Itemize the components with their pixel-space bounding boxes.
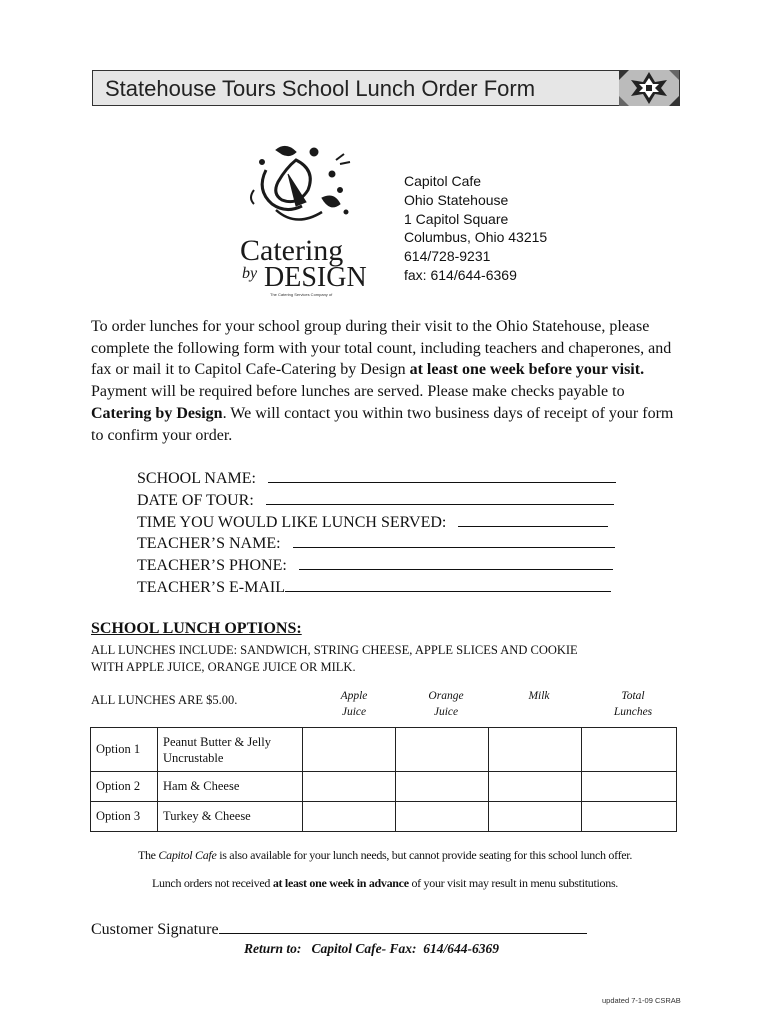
advance-note: Lunch orders not received at least one week in advance of your visit may result in menu substitutions. (151, 876, 619, 890)
option-label: Option 2 (91, 772, 158, 802)
price-text: ALL LUNCHES ARE $5.00. (91, 693, 238, 707)
orange-juice-cell[interactable] (396, 772, 489, 802)
table-row (91, 802, 677, 832)
table-row (91, 728, 677, 772)
total-cell[interactable] (582, 772, 677, 802)
column-milk: Milk (528, 690, 550, 702)
school-name-field[interactable]: SCHOOL NAME: (137, 468, 616, 490)
quilt-star-icon (619, 70, 679, 106)
includes-text: ALL LUNCHES INCLUDE: SANDWICH, STRING CHEESE, APPLE SLICES AND COOKIE WITH APPLE JUICE, ORANGE JUICE OR MILK. (91, 643, 578, 674)
return-to-text: Return to: Capitol Cafe- Fax: 614/644-6369 (244, 941, 500, 956)
option-label: Option 1 (91, 728, 158, 772)
updated-note: updated 7-1-09 CSRAB (602, 996, 681, 1005)
date-of-tour-field[interactable]: DATE OF TOUR: (137, 490, 616, 512)
contact-building: Ohio Statehouse (404, 191, 509, 208)
orange-juice-cell[interactable] (396, 728, 489, 772)
intro-paragraph: To order lunches for your school group during their visit to the Ohio Statehouse, please complete the following form with your total count, including teachers and chaperones, and fax or mail it to Capitol Cafe-Catering by Design at least one week before your visit. Payment will be required before lunches are served. Please make checks payable to Catering by Design. We will contact you within two business days of receipt of your form to confirm your order. (91, 318, 674, 444)
contact-phone: 614/728-9231 (404, 248, 491, 265)
teacher-phone-field[interactable]: TEACHER’S PHONE: (137, 555, 616, 577)
options-heading: SCHOOL LUNCH OPTIONS: (91, 620, 302, 637)
option-item: Peanut Butter & Jelly Uncrustable (158, 728, 303, 772)
total-cell[interactable] (582, 728, 677, 772)
svg-text:DESIGN: DESIGN (264, 262, 367, 293)
column-orange-juice: Orange Juice (428, 690, 464, 718)
catering-by-design-logo (236, 140, 368, 300)
milk-cell[interactable] (489, 802, 582, 832)
signature-field[interactable]: Customer Signature (91, 919, 587, 939)
contact-fax: fax: 614/644-6369 (404, 266, 517, 283)
contact-city: Columbus, Ohio 43215 (404, 229, 548, 246)
seating-note: The Capitol Cafe is also available for your lunch needs, but cannot provide seating for this school lunch offer. (137, 848, 633, 862)
option-item: Turkey & Cheese (158, 802, 303, 832)
column-apple-juice: Apple Juice (340, 690, 368, 718)
page-title: Statehouse Tours School Lunch Order Form (105, 76, 536, 101)
teacher-name-field[interactable]: TEACHER’S NAME: (137, 533, 616, 555)
apple-juice-cell[interactable] (303, 802, 396, 832)
column-total-lunches: Total Lunches (613, 690, 653, 718)
milk-cell[interactable] (489, 772, 582, 802)
svg-text:The Catering Services Company: The Catering Services Company of (270, 292, 333, 297)
orange-juice-cell[interactable] (396, 802, 489, 832)
table-row (91, 772, 677, 802)
contact-block (404, 172, 547, 285)
svg-text:by: by (242, 265, 258, 282)
order-table (90, 727, 677, 832)
total-cell[interactable] (582, 802, 677, 832)
teacher-email-field[interactable]: TEACHER’S E-MAIL (137, 577, 616, 599)
lunch-time-field[interactable]: TIME YOU WOULD LIKE LUNCH SERVED: (137, 512, 616, 534)
contact-fields (137, 468, 616, 599)
logo-text: Catering (240, 234, 344, 267)
option-item: Ham & Cheese (158, 772, 303, 802)
contact-address: 1 Capitol Square (404, 210, 509, 227)
apple-juice-cell[interactable] (303, 772, 396, 802)
contact-name: Capitol Cafe (404, 173, 482, 189)
milk-cell[interactable] (489, 728, 582, 772)
apple-juice-cell[interactable] (303, 728, 396, 772)
option-label: Option 3 (91, 802, 158, 832)
